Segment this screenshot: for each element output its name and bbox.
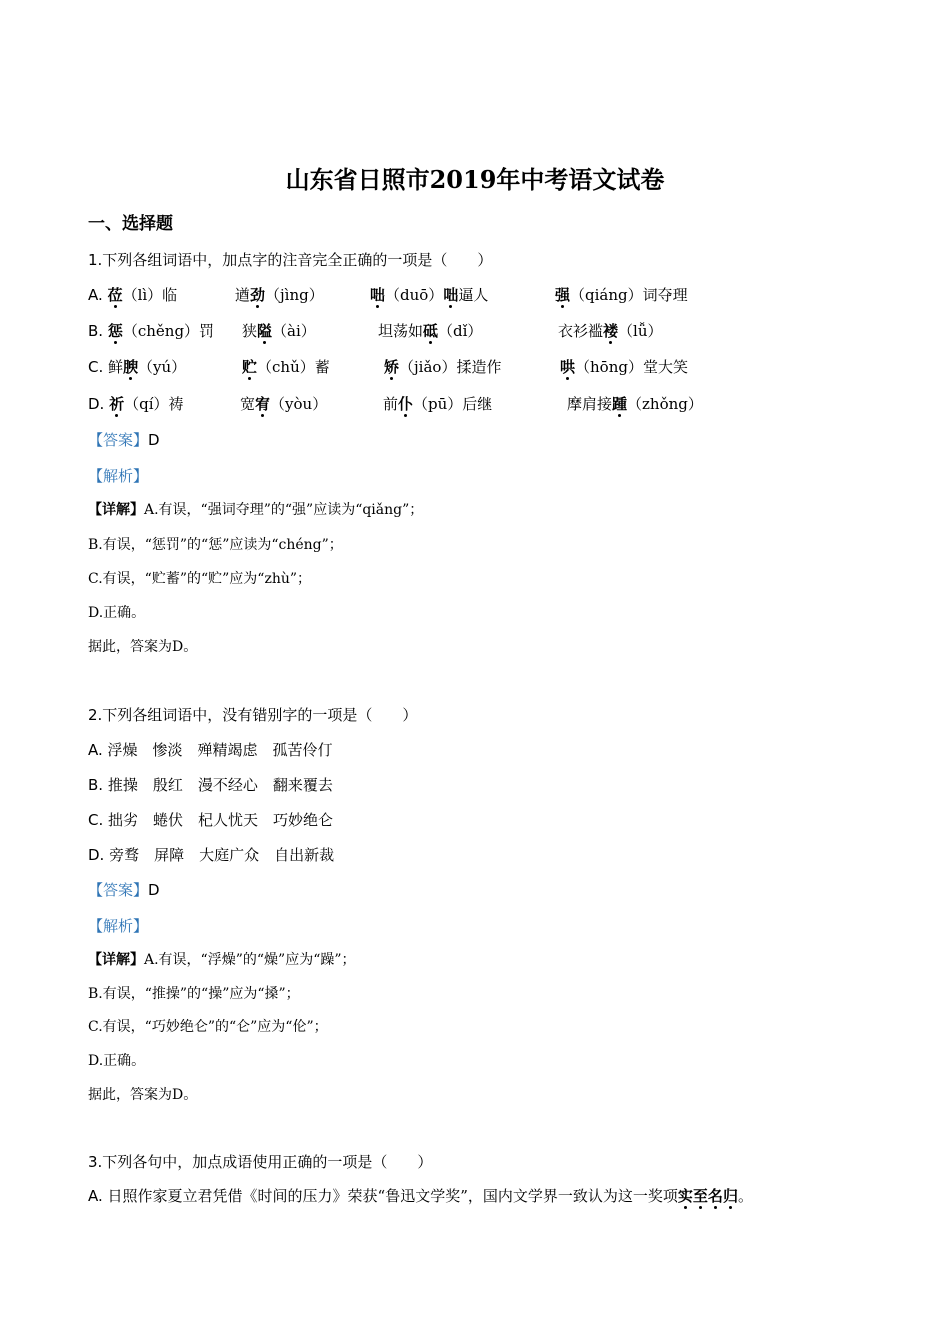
option-letter: B. (88, 322, 108, 340)
option-word (383, 394, 492, 414)
word-text: 宽 (240, 395, 256, 413)
pinyin-text: （qí）祷 (124, 395, 184, 413)
detail-line: 据此，答案为D。 (88, 639, 198, 655)
option-word (378, 321, 482, 341)
dotted-character: 腴 (123, 358, 139, 376)
option-letter: A. (88, 286, 108, 304)
answer-line-2 (88, 880, 160, 900)
dotted-character: 咄 (370, 286, 386, 304)
option-letter: A. (88, 741, 103, 759)
dotted-character: 劲 (250, 286, 266, 304)
dotted-character: 隘 (257, 322, 273, 340)
option-letter: C. (88, 358, 109, 376)
detail-line: B.有误，“推操”的“操”应为“搡”； (88, 986, 300, 1002)
analysis-tag-1 (88, 466, 148, 486)
answer-value: D (148, 431, 160, 449)
dotted-character: 踵 (612, 395, 628, 413)
word-text: 前 (383, 395, 399, 413)
dotted-character: 咄 (443, 286, 459, 304)
option-word (88, 285, 177, 305)
dotted-character: 归 (722, 1187, 738, 1205)
pinyin-text: （hōng）堂大笑 (575, 358, 688, 376)
detail-line (88, 950, 356, 970)
dotted-idiom (678, 1187, 738, 1205)
option-word (88, 357, 186, 377)
question-1-stem: 1.下列各组词语中，加点字的注音完全正确的一项是（ ） (88, 251, 493, 269)
detail-line: D.正确。 (88, 605, 146, 621)
option-letter: C. (88, 811, 104, 829)
option-word (240, 394, 327, 414)
dotted-character: 哄 (560, 358, 576, 376)
detail-line: 据此，答案为D。 (88, 1087, 198, 1103)
option-end: 。 (737, 1187, 753, 1205)
pinyin-text: （dǐ） (438, 322, 483, 340)
question-3-stem: 3.下列各句中，加点成语使用正确的一项是（ ） (88, 1153, 433, 1171)
option-word (560, 357, 688, 377)
dotted-character: 强 (555, 286, 571, 304)
dotted-character: 贮 (242, 358, 258, 376)
detail-line: C.有误，“巧妙绝仑”的“仑”应为“伦”； (88, 1019, 328, 1035)
detail-tag: 【详解】 (88, 952, 144, 968)
dotted-character: 褛 (603, 322, 619, 340)
option-word (88, 394, 184, 414)
option-word (242, 321, 316, 341)
dotted-character: 仆 (398, 395, 414, 413)
option-word (242, 357, 330, 377)
pinyin-text: （chěng）罚 (122, 322, 215, 340)
option-word (370, 285, 488, 305)
detail-line (88, 500, 423, 520)
option-c (88, 810, 333, 830)
option-word (88, 321, 214, 341)
option-b (88, 775, 333, 795)
answer-value: D (148, 881, 160, 899)
pinyin-text: （lǚ） (618, 322, 663, 340)
section-heading: 一、选择题 (88, 214, 173, 234)
option-text: 推操 殷红 漫不经心 翻来覆去 (107, 776, 333, 794)
word-text: 逼人 (458, 286, 489, 304)
dotted-character: 实 (677, 1187, 693, 1205)
option-a (88, 740, 333, 760)
option-a (88, 1186, 753, 1206)
dotted-character: 莅 (107, 286, 123, 304)
pinyin-text: （chǔ）蓄 (257, 358, 330, 376)
pinyin-text: （jìng） (265, 286, 324, 304)
detail-line: C.有误，“贮蓄”的“贮”应为“zhù”； (88, 571, 312, 587)
dotted-character: 砥 (423, 322, 439, 340)
dotted-character: 矫 (384, 358, 400, 376)
option-letter: D. (88, 395, 110, 413)
question-2-stem: 2.下列各组词语中，没有错别字的一项是（ ） (88, 706, 418, 724)
word-text: 狭 (242, 322, 258, 340)
pinyin-text: （pū）后继 (413, 395, 493, 413)
pinyin-text: （lì）临 (122, 286, 178, 304)
option-letter: D. (88, 846, 105, 864)
word-text: 鲜 (108, 358, 124, 376)
option-letter: A. (88, 1187, 103, 1205)
answer-tag: 【答案】 (88, 881, 149, 899)
option-d (88, 845, 334, 865)
option-letter: B. (88, 776, 104, 794)
option-text: 浮燥 惨淡 殚精竭虑 孤苦伶仃 (107, 741, 333, 759)
detail-text: A.有误，“强词夺理”的“强”应读为“qiǎng”； (144, 502, 424, 518)
option-word (384, 357, 501, 377)
detail-line: D.正确。 (88, 1053, 146, 1069)
analysis-tag: 【解析】 (88, 917, 149, 935)
page-title: 山东省日照市2019年中考语文试卷 (285, 165, 665, 194)
analysis-tag: 【解析】 (88, 467, 149, 485)
pinyin-text: （yú） (138, 358, 187, 376)
pinyin-text: （yòu） (270, 395, 328, 413)
pinyin-text: （qiáng）词夺理 (570, 286, 688, 304)
answer-tag: 【答案】 (88, 431, 149, 449)
detail-tag: 【详解】 (88, 502, 144, 518)
answer-line-1 (88, 430, 160, 450)
pinyin-text: （jiǎo）揉造作 (399, 358, 502, 376)
word-text: 摩肩接 (567, 395, 613, 413)
option-text: 旁骛 屏障 大庭广众 自出新裁 (109, 846, 335, 864)
option-text: 日照作家夏立君凭借《时间的压力》荣获“鲁迅文学奖”，国内文学界一致认为这一奖项 (107, 1187, 678, 1205)
dotted-character: 至 (692, 1187, 708, 1205)
detail-text: A.有误，“浮燥”的“燥”应为“躁”； (144, 952, 356, 968)
detail-line: B.有误，“惩罚”的“惩”应读为“chéng”； (88, 537, 343, 553)
dotted-character: 惩 (107, 322, 123, 340)
option-word (558, 321, 663, 341)
dotted-character: 宥 (255, 395, 271, 413)
option-word (555, 285, 688, 305)
pinyin-text: （duō） (385, 286, 444, 304)
dotted-character: 名 (707, 1187, 723, 1205)
option-text: 拙劣 蜷伏 杞人忧天 巧妙绝仑 (108, 811, 334, 829)
analysis-tag-2 (88, 916, 148, 936)
pinyin-text: （ài） (272, 322, 316, 340)
option-word (235, 285, 324, 305)
dotted-character: 祈 (109, 395, 125, 413)
word-text: 坦荡如 (378, 322, 424, 340)
pinyin-text: （zhǒng） (627, 395, 703, 413)
option-word (567, 394, 703, 414)
word-text: 遒 (235, 286, 251, 304)
word-text: 衣衫褴 (558, 322, 604, 340)
